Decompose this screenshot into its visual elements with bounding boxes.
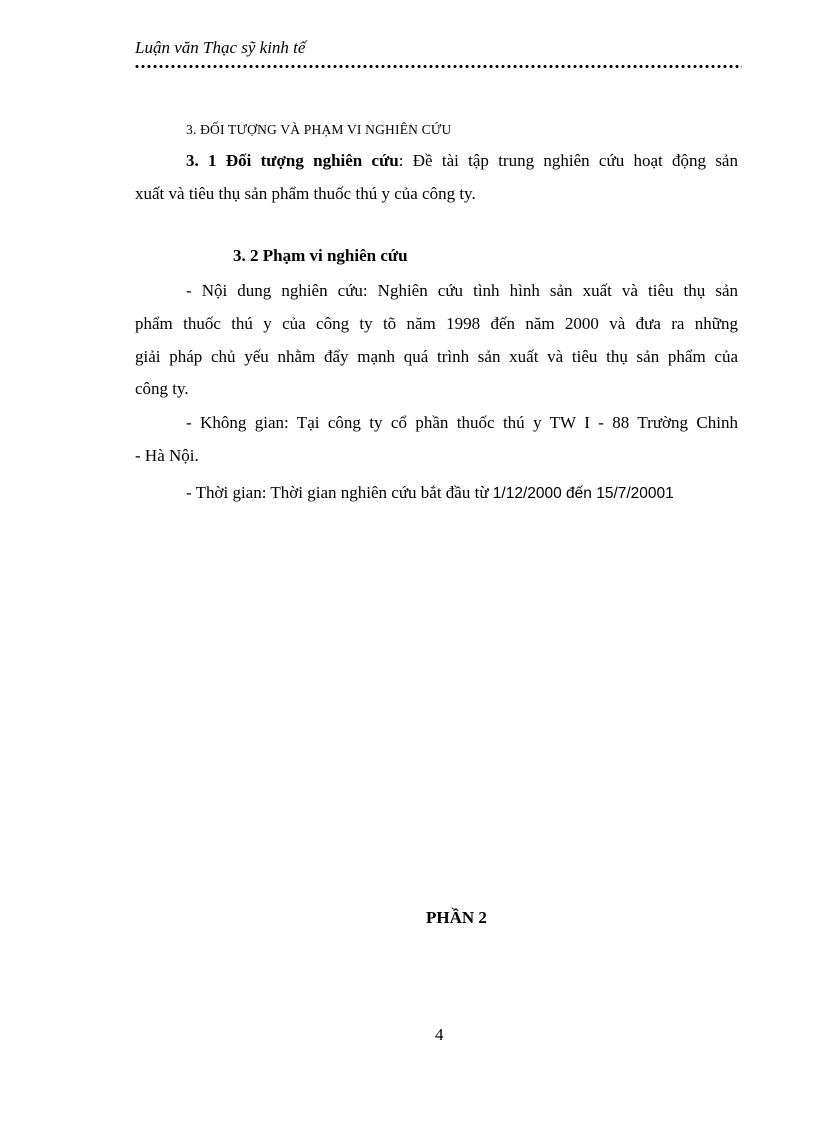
subsection-1-line-2: xuất và tiêu thụ sản phẩm thuốc thú y của công ty. bbox=[135, 184, 476, 203]
scope-space-line-2: - Hà Nội. bbox=[135, 446, 199, 465]
subsection-1-line-1-text: : Đề tài tập trung nghiên cứu hoạt động sản bbox=[398, 151, 738, 170]
header-dotted-rule bbox=[134, 64, 742, 69]
scope-content-line-3: giải pháp chủ yếu nhằm đẩy mạnh quá trình sản xuất và tiêu thụ sản phẩm của bbox=[135, 347, 738, 366]
section-heading: 3. ĐỐI TƯỢNG VÀ PHẠM VI NGHIÊN CỨU bbox=[186, 122, 452, 137]
subsection-1-label: 3. 1 Đối tượng nghiên cứu bbox=[186, 151, 399, 170]
scope-space-line-1: - Không gian: Tại công ty cổ phần thuốc thú y TW I - 88 Trường Chinh bbox=[186, 413, 738, 432]
scope-time-range: 1/12/2000 đến 15/7/20001 bbox=[492, 485, 674, 502]
scope-time-text: - Thời gian: Thời gian nghiên cứu bắt đầu từ bbox=[186, 483, 493, 502]
subsection-1-line-1 bbox=[186, 150, 738, 172]
page-number: 4 bbox=[435, 1025, 444, 1044]
running-header: Luận văn Thạc sỹ kinh tế bbox=[135, 38, 306, 57]
subsection-2-heading: 3. 2 Phạm vi nghiên cứu bbox=[233, 246, 408, 265]
part-title: PHẦN 2 bbox=[426, 908, 487, 927]
scope-time-line bbox=[186, 482, 674, 505]
scope-content-line-2: phẩm thuốc thú y của công ty tõ năm 1998 đến năm 2000 và đưa ra những bbox=[135, 314, 738, 333]
scope-content-line-1: - Nội dung nghiên cứu: Nghiên cứu tình hình sản xuất và tiêu thụ sản bbox=[186, 281, 738, 300]
scope-content-line-4: công ty. bbox=[135, 379, 189, 398]
